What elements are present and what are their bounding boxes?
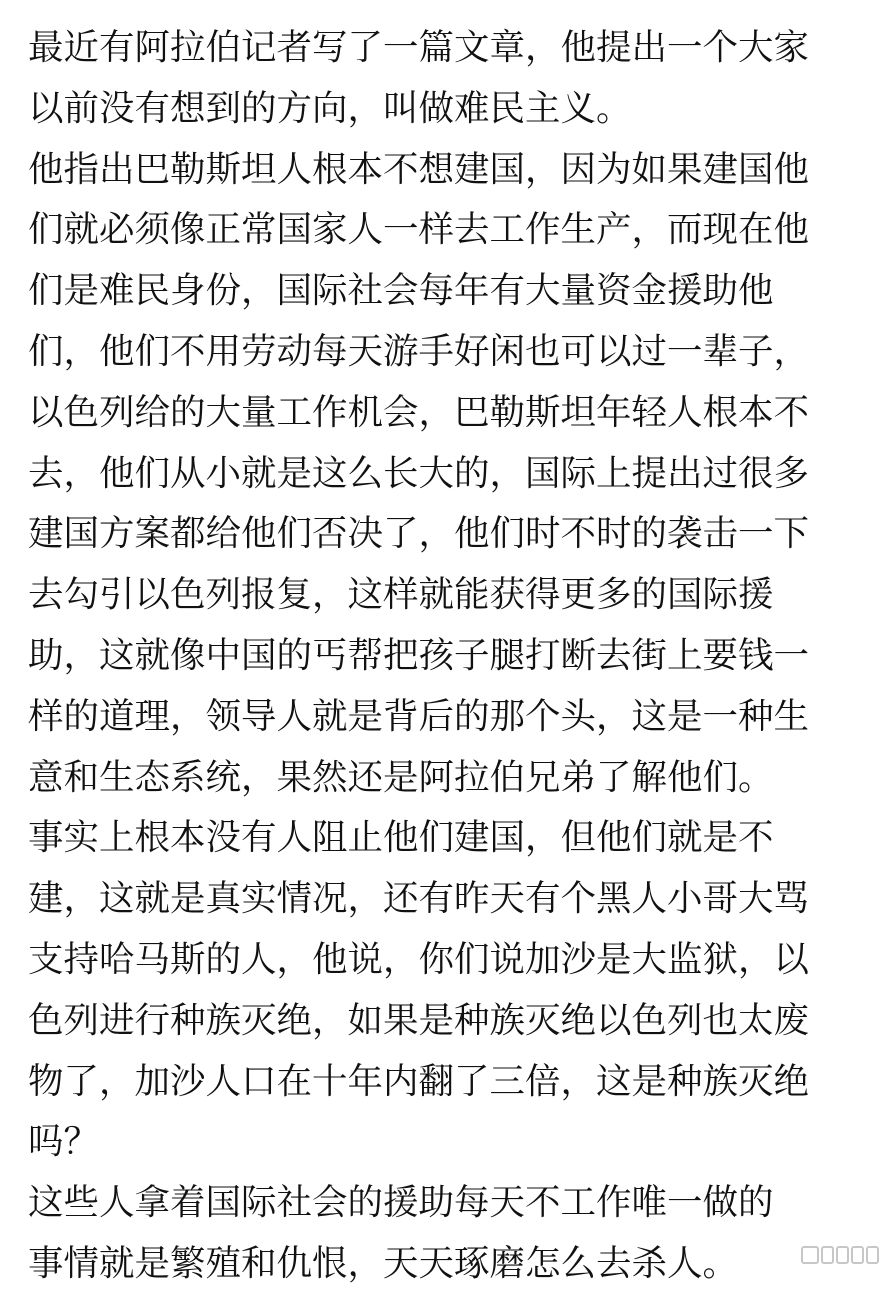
text-line: 意和生态系统，果然还是阿拉伯兄弟了解他们。: [28, 756, 774, 798]
watermark-logo: [801, 1244, 879, 1266]
text-line: 样的道理，领导人就是背后的那个头，这是一种生: [28, 695, 810, 737]
text-line: 们是难民身份，国际社会每年有大量资金援助他: [28, 270, 774, 312]
text-line: 去勾引以色列报复，这样就能获得更多的国际援: [28, 574, 774, 616]
watermark-glyph: [866, 1246, 879, 1264]
text-line: 以前没有想到的方向，叫做难民主义。: [28, 87, 632, 129]
text-line: 们就必须像正常国家人一样去工作生产，而现在他: [28, 209, 810, 251]
text-line: 色列进行种族灭绝，如果是种族灭绝以色列也太废: [28, 999, 810, 1041]
text-line: 去，他们从小就是这么长大的，国际上提出过很多: [28, 452, 810, 494]
text-line: 这些人拿着国际社会的援助每天不工作唯一做的: [28, 1182, 774, 1224]
text-line: 吗？: [28, 1121, 100, 1163]
text-line: 物了，加沙人口在十年内翻了三倍，这是种族灭绝: [28, 1060, 810, 1102]
text-line: 助，这就像中国的丐帮把孩子腿打断去街上要钱一: [28, 634, 810, 676]
text-line: 们，他们不用劳动每天游手好闲也可以过一辈子，: [28, 330, 810, 372]
text-line: 他指出巴勒斯坦人根本不想建国，因为如果建国他: [28, 148, 810, 190]
watermark-glyph: [821, 1246, 834, 1264]
text-line: 以色列给的大量工作机会，巴勒斯坦年轻人根本不: [28, 391, 810, 433]
text-line: 支持哈马斯的人，他说，你们说加沙是大监狱，以: [28, 938, 810, 980]
watermark-glyph: [801, 1246, 819, 1264]
article-text: [28, 18, 878, 1295]
watermark-glyph: [836, 1246, 849, 1264]
text-line: 建国方案都给他们否决了，他们时不时的袭击一下: [28, 513, 810, 555]
text-line: 建，这就是真实情况，还有昨天有个黑人小哥大骂: [28, 878, 810, 920]
text-line: 事情就是繁殖和仇恨，天天琢磨怎么去杀人。: [28, 1242, 739, 1284]
text-line: 事实上根本没有人阻止他们建国，但他们就是不: [28, 817, 774, 859]
watermark-glyph: [851, 1246, 864, 1264]
text-line: 最近有阿拉伯记者写了一篇文章，他提出一个大家: [28, 27, 810, 68]
